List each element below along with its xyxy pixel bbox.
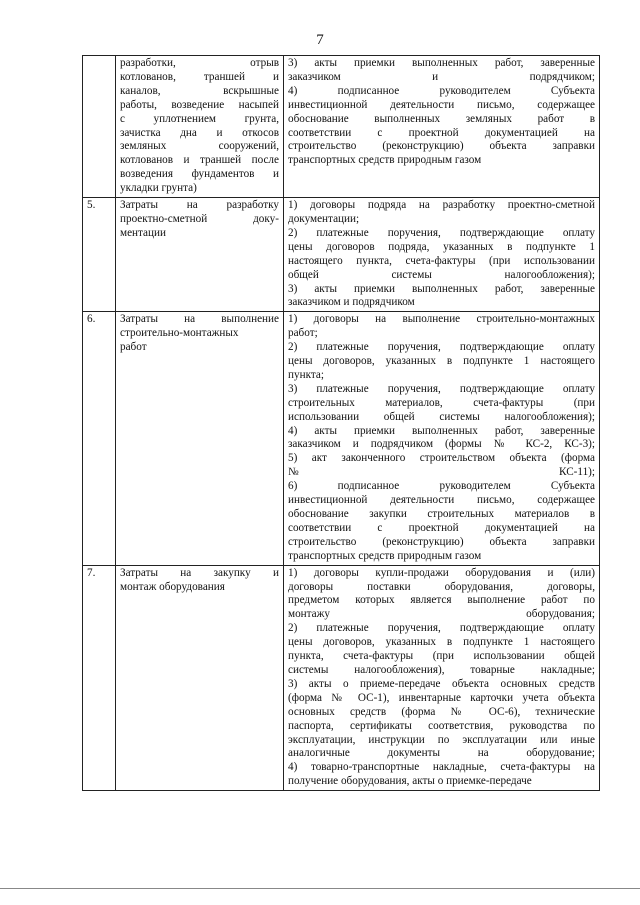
work-line: работы, возведение насыпей [120,98,279,111]
work-line: котлованов, траншей и [120,70,279,83]
docs-line: паспорта, сертификаты соответствия, руководства по [288,719,595,732]
docs-line: 1) договоры купли-продажи оборудования и (или) [288,566,595,579]
cost-type-cell [116,312,284,565]
docs-line: системы налогообложения), товарные накладные; [288,663,595,676]
docs-line: 4) подписанное руководителем Субъекта [288,84,595,97]
docs-line: 1) договоры на выполнение строительно-монтажных [288,313,595,326]
docs-line: 4) акты приемки выполненных работ, заверенные [288,424,595,437]
documents-cell [284,56,600,198]
work-line: зачистка дна и откосов [120,126,279,139]
table-row [83,565,600,791]
docs-line: аналогичные документы на оборудование; [288,747,595,760]
docs-line: основных средств (форма № ОС-6), технические [288,705,595,718]
docs-line: эксплуатации, инструкции по эксплуатации или иные [288,733,595,746]
row-number [83,56,116,198]
work-line: возведения фундаментов и [120,168,279,181]
work-line: укладки грунта) [120,182,197,195]
docs-line: инвестиционной деятельности письмо, содержащее [288,98,595,111]
docs-line: 1) договоры подряда на разработку проектно-сметной [288,199,595,212]
docs-line: № КС-11); [288,466,595,479]
table-row [83,198,600,312]
docs-line: заказчиком и подрядчиком; [288,70,595,83]
docs-line: транспортных средств природным газом [288,549,482,562]
cost-type-cell [116,565,284,791]
docs-line: цены договоров, указанных в подпункте 1 настоящего [288,355,595,368]
table-row [83,312,600,565]
work-line: разработки, отрыв [120,57,279,69]
docs-line: пункта; [288,368,324,381]
docs-line: настоящего пункта, счета-фактуры (при использовании [288,254,595,267]
docs-line: строительство (реконструкцию) объекта заправки [288,140,595,153]
docs-line: транспортных средств природным газом [288,154,482,167]
costs-documents-table [82,55,600,791]
docs-line: пункта, счета-фактуры (при использовании общей [288,650,595,663]
documents-cell [284,312,600,565]
docs-line: 2) платежные поручения, подтверждающие оплату [288,226,595,239]
docs-line: цены договоров подряда, указанных в подпункте 1 [288,240,595,253]
docs-line: заказчиком и подрядчиком (формы № КС-2, КС-3); [288,438,595,451]
docs-line: использовании общей системы налогообложения); [288,410,595,423]
docs-line: монтажу оборудования; [288,608,595,621]
work-line: ментации [120,226,166,239]
docs-line: цены договоров, указанных в подпункте 1 настоящего [288,636,595,649]
docs-line: 2) платежные поручения, подтверждающие оплату [288,341,595,354]
docs-line: 3) акты приемки выполненных работ, заверенные [288,57,595,69]
work-line: каналов, вскрышные [120,84,279,97]
row-number: 7. [83,565,116,791]
docs-line: строительных материалов, счета-фактуры (при [288,396,595,409]
docs-line: 6) подписанное руководителем Субъекта [288,480,595,493]
docs-line: 3) платежные поручения, подтверждающие оплату [288,382,595,395]
table-row [83,56,600,198]
work-line: Затраты на разработку [120,199,279,212]
work-line: Затраты на выполнение [120,313,279,326]
bottom-divider [0,888,640,889]
documents-cell [284,565,600,791]
docs-line: договоры поставки оборудования, договоры, [288,580,595,593]
docs-line: 3) акты приемки выполненных работ, заверенные [288,282,595,295]
work-line: земляных сооружений, [120,140,279,153]
work-line: котлованов и траншей после [120,154,279,167]
docs-line: 5) акт законченного строительством объекта (форма [288,452,595,465]
work-line: строительно-монтажных [120,327,239,340]
docs-line: строительство (реконструкцию) объекта заправки [288,535,595,548]
docs-line: 2) платежные поручения, подтверждающие оплату [288,622,595,635]
docs-line: соответствии с проектной документацией на [288,521,595,534]
docs-line: общей системы налогообложения); [288,268,595,281]
row-number: 6. [83,312,116,565]
docs-line: работ; [288,327,318,340]
cost-type-cell [116,198,284,312]
docs-line: (форма № ОС-1), инвентарные карточки учета объекта [288,691,595,704]
documents-cell [284,198,600,312]
work-line: работ [120,341,147,354]
docs-line: инвестиционной деятельности письмо, содержащее [288,494,595,507]
docs-line: документации; [288,212,360,225]
docs-line: получение оборудования, акты о приемке-передаче [288,775,532,788]
cost-type-cell [116,56,284,198]
work-line: монтаж оборудования [120,580,225,593]
docs-line: обоснование закупки строительных материалов в [288,508,595,520]
docs-line: 3) акты о приеме-передаче объекта основных средств [288,677,595,690]
docs-line: обоснование выполненных земляных работ в [288,112,595,125]
table-body [83,56,600,791]
docs-line: 4) товарно-транспортные накладные, счета-фактуры на [288,761,595,774]
work-line: проектно-сметной доку- [120,212,279,225]
work-line: Затраты на закупку и [120,566,279,579]
docs-line: соответствии с проектной документацией на [288,126,595,139]
row-number: 5. [83,198,116,312]
work-line: с уплотнением грунта, [120,112,279,125]
docs-line: заказчиком и подрядчиком [288,296,415,309]
docs-line: предметом которых является выполнение работ по [288,594,595,607]
page-number: 7 [316,32,324,48]
